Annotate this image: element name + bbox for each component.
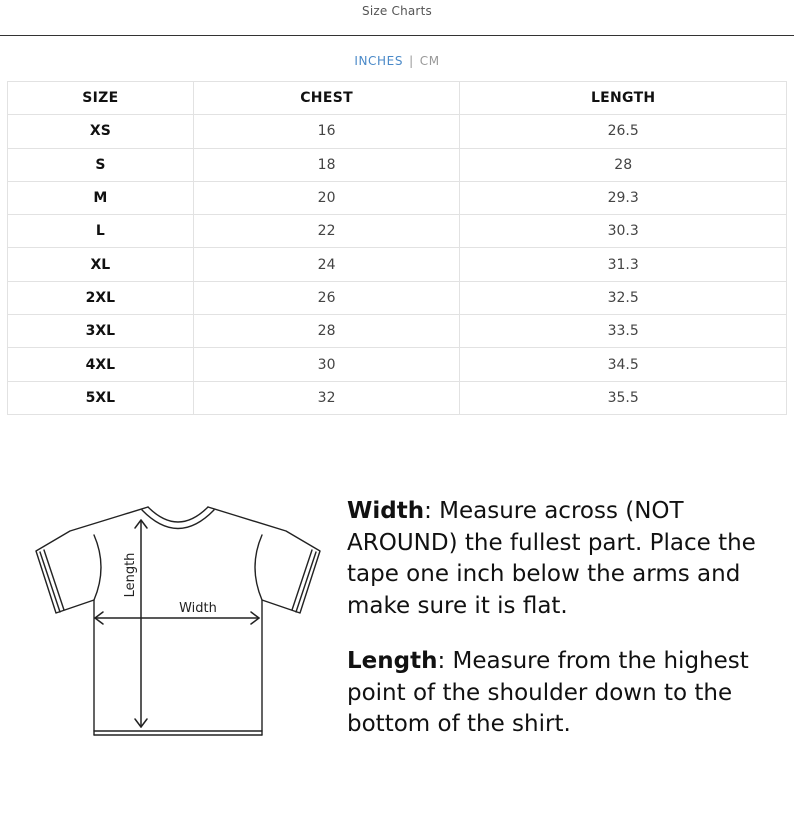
unit-toggle (0, 54, 794, 68)
size-cell: 5XL (8, 381, 194, 414)
table-row (8, 181, 787, 214)
unit-inches-tab[interactable]: INCHES (354, 54, 404, 68)
size-chart-table (7, 81, 787, 415)
table-header-row (8, 82, 787, 115)
length-cell: 32.5 (460, 281, 787, 314)
tshirt-outline-icon (30, 497, 330, 749)
size-cell: XS (8, 115, 194, 148)
width-label: Width (179, 601, 217, 616)
size-cell: XL (8, 248, 194, 281)
length-cell: 35.5 (460, 381, 787, 414)
table-row (8, 215, 787, 248)
width-term: Width (347, 498, 425, 524)
length-cell: 29.3 (460, 181, 787, 214)
size-cell: 4XL (8, 348, 194, 381)
column-header-chest: CHEST (193, 82, 460, 115)
chest-cell: 16 (193, 115, 460, 148)
size-cell: M (8, 181, 194, 214)
size-cell: 3XL (8, 315, 194, 348)
length-cell: 28 (460, 148, 787, 181)
size-cell: 2XL (8, 281, 194, 314)
table-row (8, 148, 787, 181)
chest-cell: 32 (193, 381, 460, 414)
table-row (8, 281, 787, 314)
chest-cell: 28 (193, 315, 460, 348)
length-cell: 34.5 (460, 348, 787, 381)
length-colon: : (437, 648, 446, 674)
width-text: Measure across (NOT AROUND) the fullest part. Place the tape one inch below the arms and make sure it is flat. (347, 498, 756, 619)
width-colon: : (424, 498, 432, 524)
size-cell: L (8, 215, 194, 248)
chest-cell: 20 (193, 181, 460, 214)
length-cell: 31.3 (460, 248, 787, 281)
size-cell: S (8, 148, 194, 181)
table-row (8, 248, 787, 281)
page-title: Size Charts (362, 4, 432, 18)
length-cell: 33.5 (460, 315, 787, 348)
tshirt-diagram (30, 497, 330, 749)
table-row (8, 315, 787, 348)
unit-separator: | (409, 54, 414, 68)
width-instruction (347, 496, 787, 622)
measurement-instructions (347, 496, 787, 741)
length-label: Length (123, 552, 138, 598)
column-header-size: SIZE (8, 82, 194, 115)
length-text: Measure from the highest point of the shoulder down to the bottom of the shirt. (347, 648, 749, 737)
chest-cell: 30 (193, 348, 460, 381)
length-cell: 30.3 (460, 215, 787, 248)
unit-cm-tab[interactable]: CM (419, 54, 440, 68)
table-row (8, 115, 787, 148)
column-header-length: LENGTH (460, 82, 787, 115)
length-cell: 26.5 (460, 115, 787, 148)
chest-cell: 18 (193, 148, 460, 181)
length-instruction (347, 646, 787, 741)
header-divider (0, 35, 794, 36)
table-row (8, 381, 787, 414)
chest-cell: 22 (193, 215, 460, 248)
table-row (8, 348, 787, 381)
chest-cell: 26 (193, 281, 460, 314)
chest-cell: 24 (193, 248, 460, 281)
length-term: Length (347, 648, 438, 674)
